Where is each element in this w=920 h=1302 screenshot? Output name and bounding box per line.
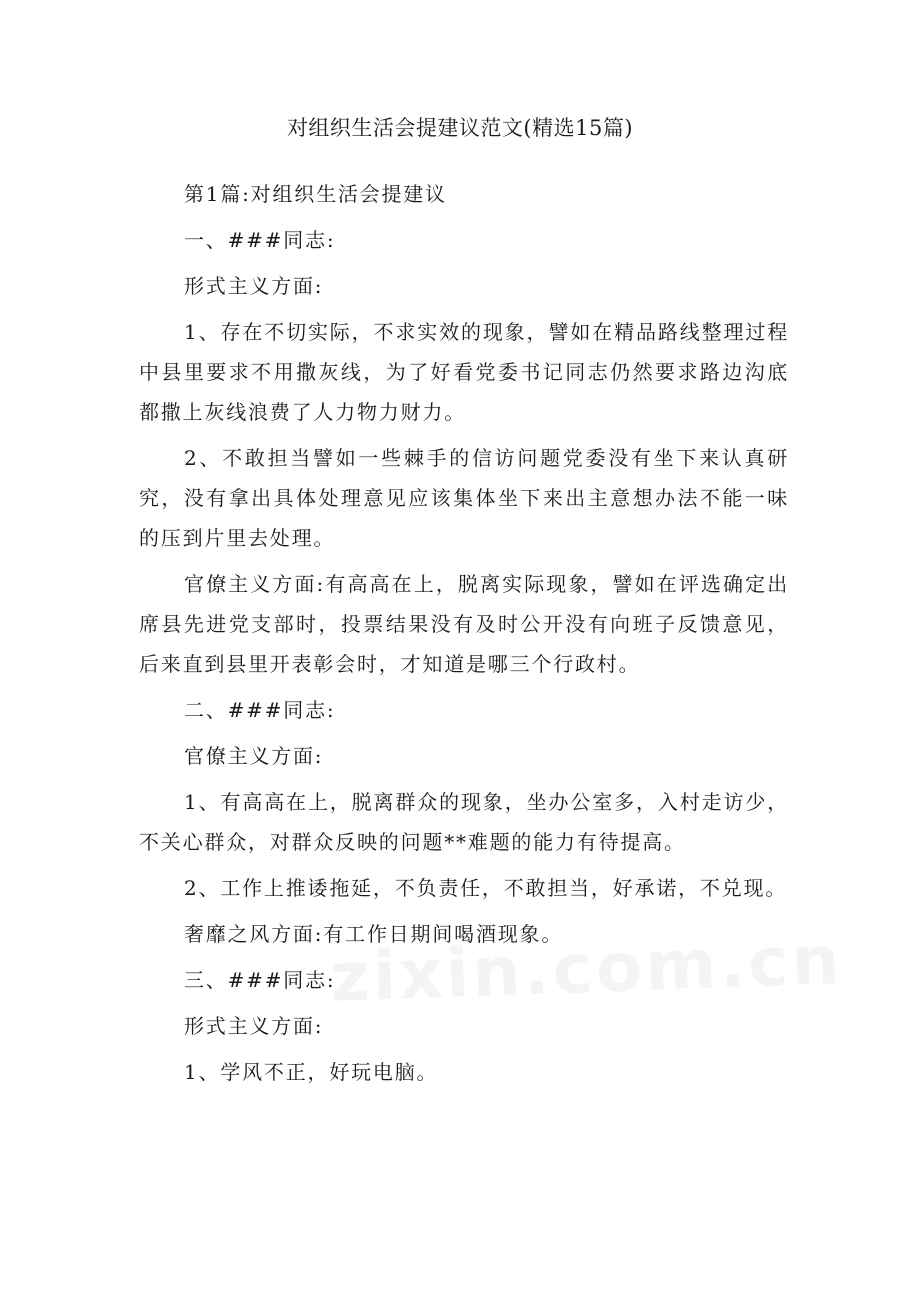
subheading: 形式主义方面:: [184, 1014, 324, 1038]
document-body: [139, 174, 789, 1098]
subheading: 三、###同志:: [184, 968, 336, 992]
subheading: 一、###同志:: [184, 228, 336, 252]
subheading: 二、###同志:: [184, 698, 336, 722]
document-title: 对组织生活会提建议范文(精选15篇): [286, 116, 634, 140]
paragraph: 1、学风不正，好玩电脑。: [184, 1060, 439, 1084]
paragraph: 2、工作上推诿拖延，不负责任，不敢担当，好承诺，不兑现。: [184, 876, 788, 900]
paragraph: 1、存在不切实际，不求实效的现象，譬如在精品路线整理过程中县里要求不用撒灰线，为了好看党委书记同志仍然要求路边沟底都撒上灰线浪费了人力物力财力。: [139, 320, 789, 424]
subheading: 形式主义方面:: [184, 274, 324, 298]
subheading: 官僚主义方面:: [184, 744, 324, 768]
paragraph: 1、有高高在上，脱离群众的现象，坐办公室多，入村走访少，不关心群众，对群众反映的问题**难题的能力有待提高。: [139, 790, 789, 854]
paragraph: 2、不敢担当譬如一些棘手的信访问题党委没有坐下来认真研究，没有拿出具体处理意见应该集体坐下来出主意想办法不能一味的压到片里去处理。: [139, 446, 789, 550]
paragraph: 奢靡之风方面:有工作日期间喝酒现象。: [184, 922, 564, 946]
paragraph: 官僚主义方面:有高高在上，脱离实际现象，譬如在评选确定出席县先进党支部时，投票结果没有及时公开没有向班子反馈意见，后来直到县里开表彰会时，才知道是哪三个行政村。: [139, 572, 789, 676]
section-heading: 第1篇:对组织生活会提建议: [184, 182, 447, 206]
